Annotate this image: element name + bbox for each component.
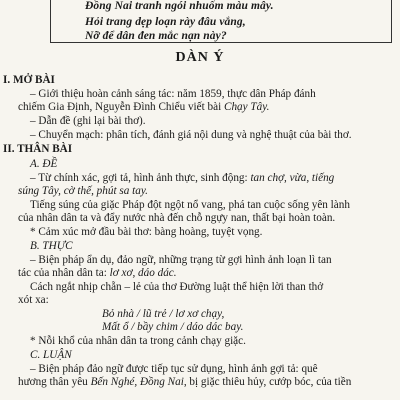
poem-line-2: Hỏi trang dẹp loạn rày đâu vắng, (85, 16, 246, 28)
paragraph-line: * Cảm xúc mở đầu bài thơ: bàng hoàng, tuyệt vọng. (30, 226, 263, 239)
paragraph-line: – Biện pháp ẩn dụ, đảo ngữ, những trạng từ gợi hình ảnh loạn lì tan (30, 253, 332, 266)
verse-line-1: Bỏ nhà / lũ trẻ / lơ xơ chạy, (102, 307, 225, 320)
paragraph-line: Cách ngắt nhịp chẵn – lẻ của thơ Đường luật thể hiện lời than thở (30, 280, 324, 293)
paragraph-line: – Từ chính xác, gợi tả, hình ảnh thực, sinh động: tan chợ, vừa, tiếng (30, 171, 335, 184)
section-heading-than-bai: II. THÂN BÀI (3, 143, 73, 156)
verse-line-2: Mất ổ / bầy chim / dáo dác bay. (102, 320, 244, 333)
paragraph-line: * Nỗi khổ của nhân dân ta trong cảnh chạy giặc. (30, 335, 246, 348)
page-title: DÀN Ý (175, 50, 225, 65)
poem-line-1: Đồng Nai tranh ngói nhuốm màu mây. (85, 0, 274, 12)
paragraph-line: – Chuyển mạch: phân tích, đánh giá nội dung và nghệ thuật của bài thơ. (30, 129, 352, 142)
subheading-thuc: B. THỰC (30, 240, 73, 253)
paragraph-line: – Giới thiệu hoàn cảnh sáng tác: năm 1859, thực dân Pháp đánh (30, 87, 316, 100)
paragraph-line: Tiếng súng của giặc Pháp đột ngột nổ vang, phá tan cuộc sống yên lành (30, 199, 350, 212)
paragraph-line: tác của nhân dân ta: lơ xơ, dáo dác. (18, 267, 177, 279)
paragraph-line: súng Tây, cờ thế, phút sa tay. (18, 184, 148, 197)
paragraph-line: – Biện pháp đảo ngữ được tiếp tục sử dụng, hình ảnh gợi tả: quê (30, 363, 318, 376)
section-heading-mo-bai: I. MỞ BÀI (3, 73, 55, 86)
poem-line-3: Nỡ để dân đen mắc nạn này? (85, 30, 227, 42)
paragraph-line: – Dẫn đề (ghi lại bài thơ). (30, 115, 146, 128)
subheading-de: A. ĐỀ (30, 157, 58, 170)
paragraph-line: xót xa: (18, 293, 49, 306)
paragraph-line: chiếm Gia Định, Nguyễn Đình Chiểu viết bài Chạy Tây. (18, 100, 270, 113)
paragraph-line: của nhân dân ta và đẩy nước nhà đến chỗ ngựy nan, thất bại hoàn toàn. (18, 212, 336, 225)
paragraph-line: hương thân yêu Bến Nghé, Đồng Nai, bị giặc thiêu hủy, cướp bóc, của tiền (18, 376, 352, 389)
subheading-luan: C. LUẬN (30, 349, 72, 362)
